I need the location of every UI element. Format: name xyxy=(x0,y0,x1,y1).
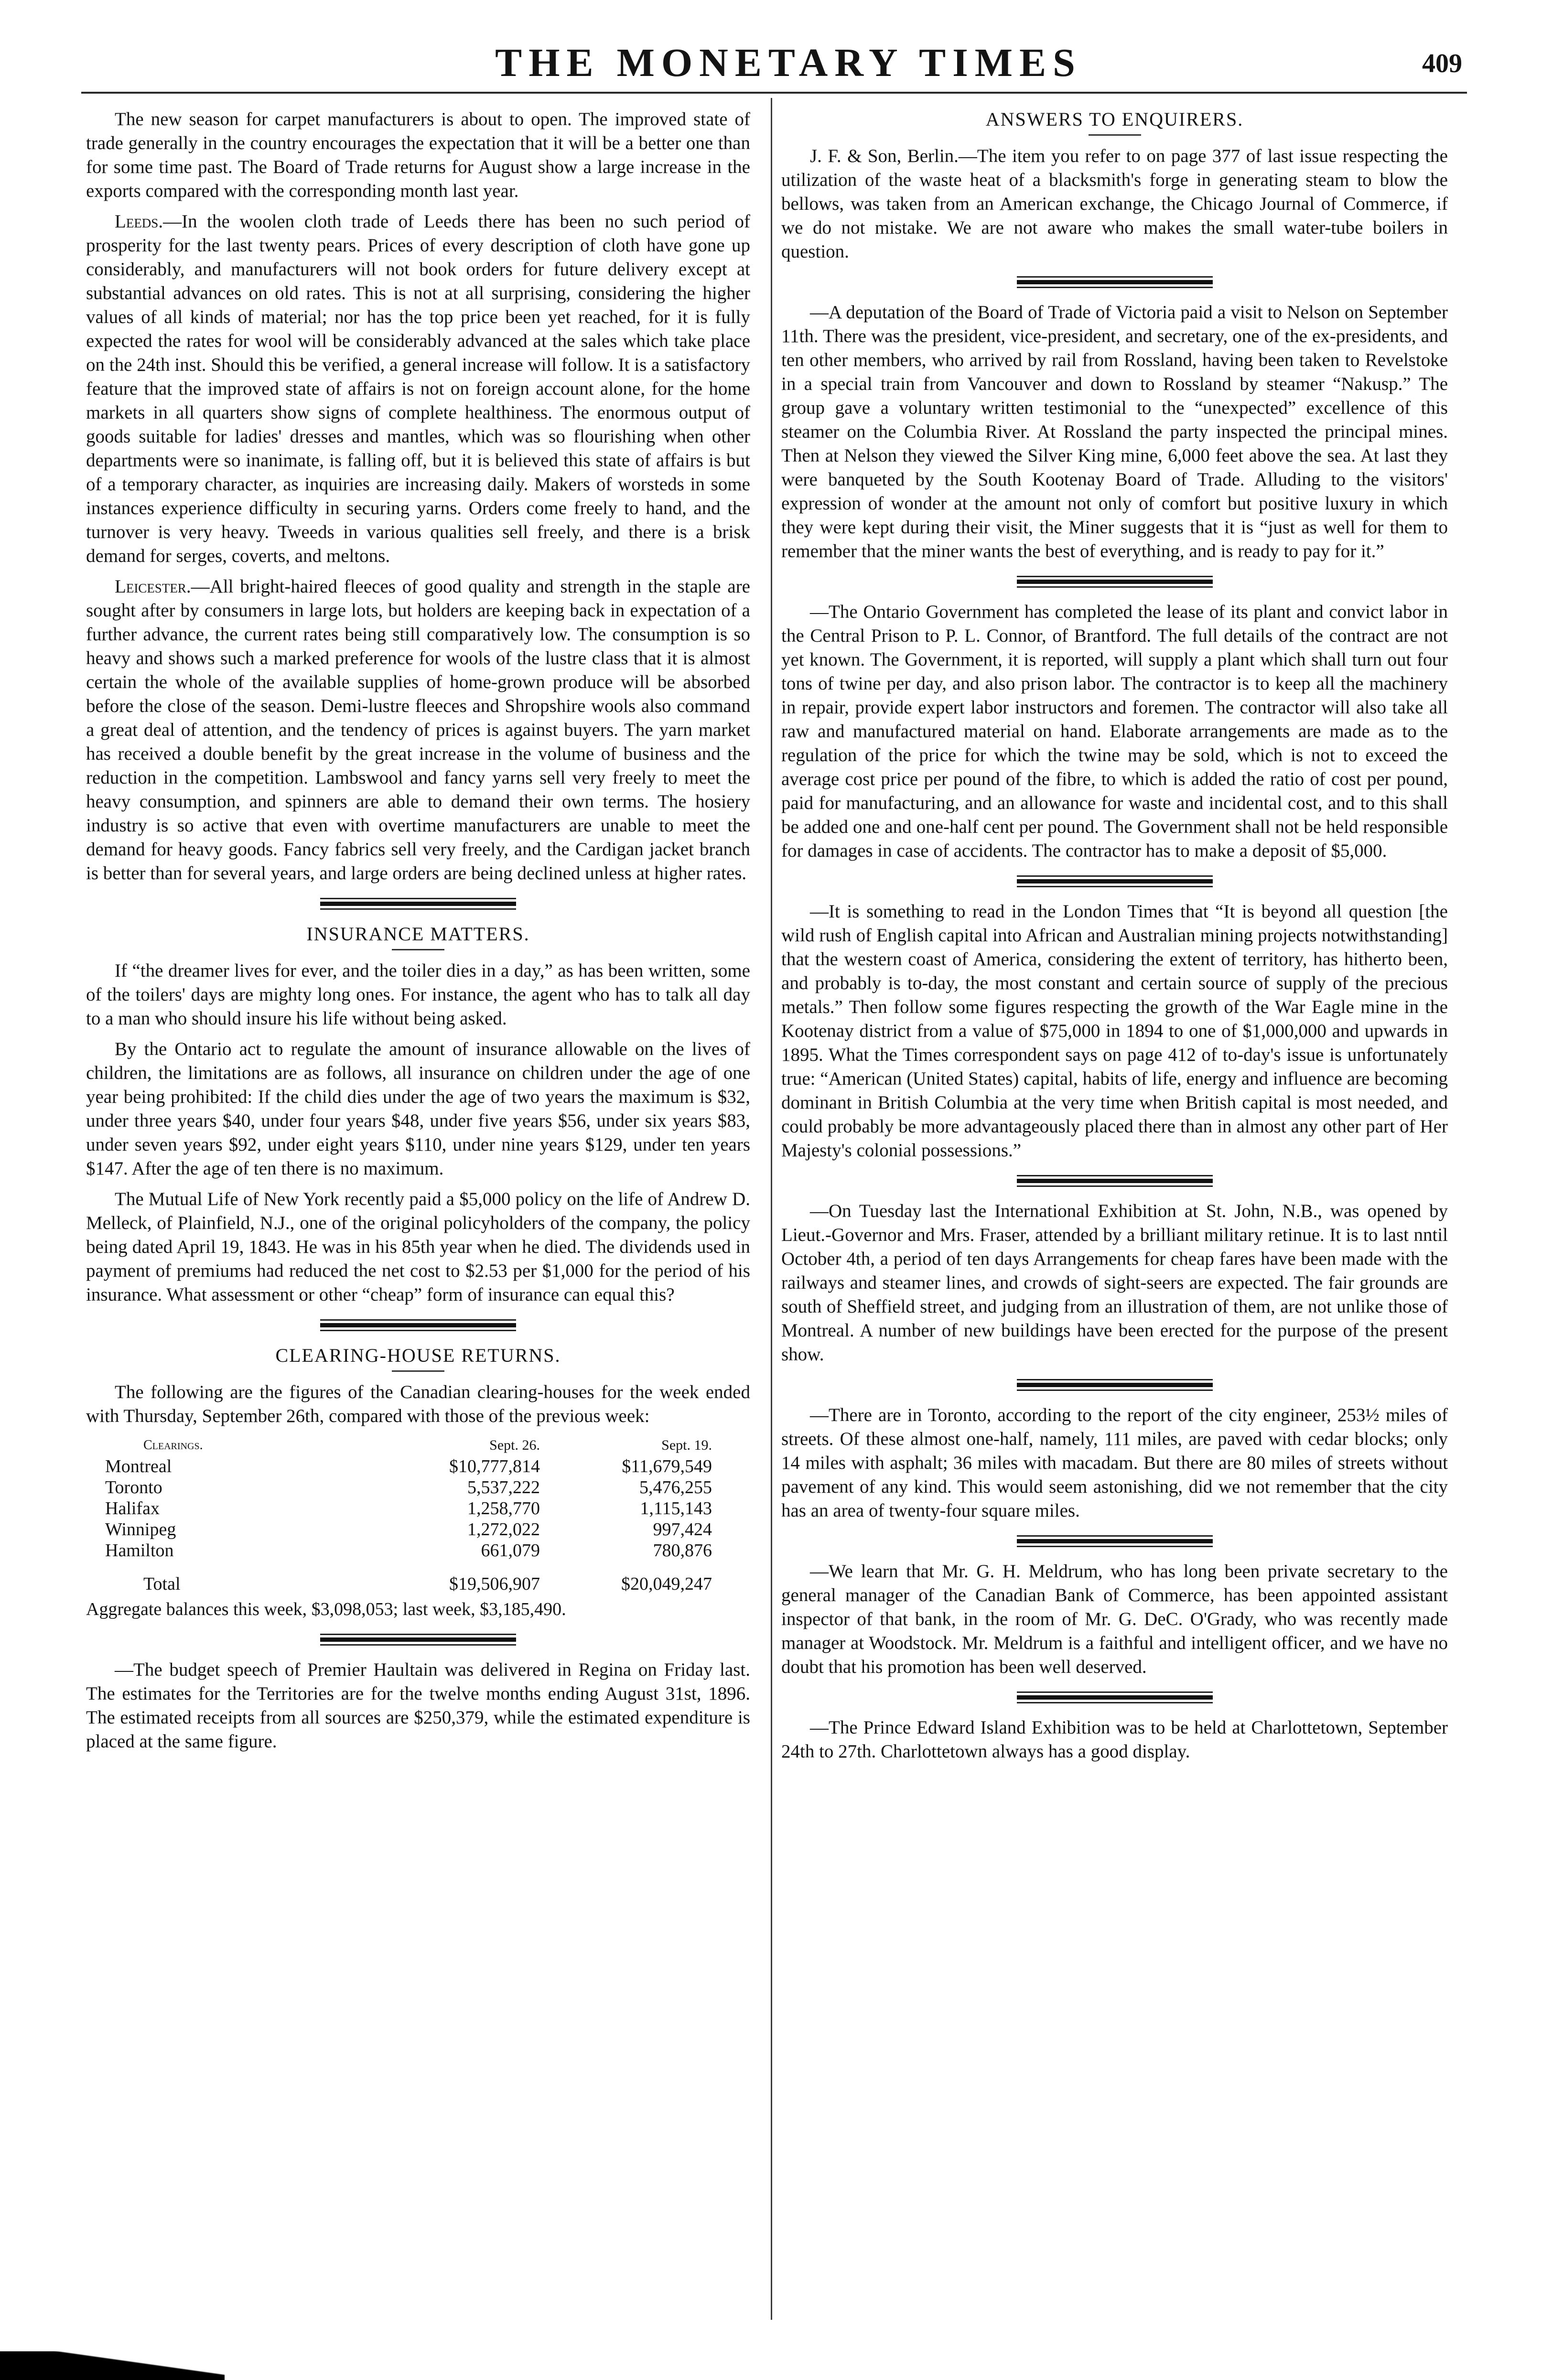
pei-paragraph: —The Prince Edward Island Exhibition was to be held at Charlottetown, September 24th to 27th. Charlottetown always has a good display. xyxy=(781,1717,1448,1762)
section-rule xyxy=(1017,576,1213,588)
leicester-text: —All bright-haired fleeces of good quality and strength in the staple are sought after by consumers in large lots, but holders are keeping back in expectation of a further advance, the current rates being still comparatively low. The consumption is so heavy and shows such a marked preference for wools of the lustre class that it is almost certain the whole of the available supplies of home-grown produce will be absorbed before the close of the season. Demi-lustre fleeces and Shropshire wools also command a great deal of attention, and the tendency of prices is against buyers. The yarn market has received a double benefit by the great increase in the volume of business and the reduction in the competition. Lambswool and fancy yarns sell very freely to meet the heavy consumption, and spinners are able to demand their own terms. The hosiery industry is so active that even with overtime manufacturers are unable to meet the demand for heavy goods. Fancy fabrics sell very freely, and the Cardigan jacket branch is better than for several years, and large orders are being declined unless at higher rates. xyxy=(86,576,750,883)
budget-paragraph: —The budget speech of Premier Haultain was delivered in Regina on Friday last. The estimates for the Territories are for the twelve months ending August 31st, 1896. The estimated receipts from all sources are $250,379, while the estimated expenditure is placed at the same figure. xyxy=(86,1659,750,1752)
table-row xyxy=(105,1477,736,1498)
value-cell: 780,876 xyxy=(653,1540,712,1561)
heading-rule xyxy=(1089,134,1141,136)
ontario-paragraph: —The Ontario Government has completed the lease of its plant and convict labor in the Central Prison to P. L. Connor, of Brantford. The full details of the contract are not yet known. The Government, it is reported, will supply a plant which shall turn out four tons of twine per day, and also prison labor. The contractor is to keep all the machinery in repair, provide expert labor instructors and foremen. The contractor will also take all raw and manufactured material on hand. Elaborate arrangements are made as to the regulation of the price for which the twine may be sold, which is not to exceed the average cost price per pound of the fibre, to which is added the ratio of cost per pound, paid for manufacturing, and an allowance for waste and incidental cost, and to this shall be added one and one-half cent per pound. The Government shall not be held responsible for damages in case of accidents. The contractor has to make a deposit of $5,000. xyxy=(781,602,1448,861)
city-cell: Halifax xyxy=(105,1498,160,1518)
total-label: Total xyxy=(143,1574,181,1594)
leeds-label: Leeds. xyxy=(115,211,163,232)
insurance-paragraph-2: By the Ontario act to regulate the amount of insurance allowable on the lives of children, the limitations are as follows, all insurance on children under the age of one year being prohibited: If the child dies under the age of two years the maximum is $32, under three years $40, under four years $48, under five years $56, under six years $83, under seven years $92, under eight years $110, under nine years $129, under ten years $147. After the age of ten there is no maximum. xyxy=(86,1039,750,1179)
leicester-label: Leicester. xyxy=(115,576,191,597)
total-row xyxy=(105,1573,736,1594)
value-cell: 661,079 xyxy=(481,1540,540,1561)
section-rule xyxy=(1017,1691,1213,1703)
answers-heading: ANSWERS TO ENQUIRERS. xyxy=(985,108,1244,130)
clearing-table xyxy=(105,1435,736,1594)
value-cell: $11,679,549 xyxy=(622,1456,712,1476)
leeds-text: —In the woolen cloth trade of Leeds there has been no such period of prosperity for the last twenty pears. Prices of every description of cloth have gone up considerably, and manufacturers will not book orders for future delivery except at substantial advances on old rates. This is not at all surprising, considering the higher values of all kinds of material; nor has the top price been yet reached, for it is fully expected the rates for wool will be considerably advanced at the sales which take place on the 24th inst. Should this be verified, a general increase will follow. It is a satisfactory feature that the improved state of affairs is not on foreign account alone, for the home markets in all quarters show signs of complete healthiness. The enormous output of goods suitable for ladies' dresses and mantles, which was so flourishing when other departments were so inanimate, is falling off, but it is believed this state of affairs is but of a temporary character, as inquiries are increasing daily. Makers of worsteds in some instances experience difficulty in securing yarns. Orders come freely to hand, and the turnover is very heavy. Tweeds in various qualities sell freely, and there is a brisk demand for serges, coverts, and meltons. xyxy=(86,211,750,566)
answers-paragraph: J. F. & Son, Berlin.—The item you refer to on page 377 of last issue respecting the utilization of the waste heat of a blacksmith's forge in generating steam to blow the bellows, was taken from an American exchange, the Chicago Journal of Commerce, if we do not mistake. We are not aware who makes the small water-tube boilers in question. xyxy=(781,146,1448,262)
leicester-paragraph xyxy=(86,575,750,885)
heading-rule xyxy=(392,1370,444,1372)
left-column xyxy=(86,108,750,1760)
page-header xyxy=(81,39,1467,87)
section-rule xyxy=(1017,276,1213,288)
right-column xyxy=(781,108,1448,1770)
total-value: $19,506,907 xyxy=(449,1574,540,1594)
value-cell: 1,272,022 xyxy=(467,1519,540,1540)
stjohn-paragraph: —On Tuesday last the International Exhibition at St. John, N.B., was opened by Lieut.-Governor and Mrs. Fraser, attended by a brilliant military retinue. It is to last nntil October 4th, a period of ten days Arrangements for cheap fares have been made with the railways and steamer lines, and crowds of sight-seers are expected. The fair grounds are south of Sheffield street, and judging from an illustration of them, are not unlike those of Montreal. A number of new buildings have been erected for the purpose of the present show. xyxy=(781,1201,1448,1365)
section-rule xyxy=(1017,1379,1213,1391)
meldrum-paragraph: —We learn that Mr. G. H. Meldrum, who has long been private secretary to the general manager of the Canadian Bank of Commerce, has been appointed assistant inspector of that bank, in the room of Mr. G. DeC. O'Grady, who was recently made manager at Woodstock. Mr. Meldrum is a faithful and intelligent officer, and we have no doubt that his promotion has been well deserved. xyxy=(781,1561,1448,1677)
heading-rule xyxy=(392,949,444,950)
carpet-paragraph: The new season for carpet manufacturers is about to open. The improved state of trade generally in the country encourages the expectation that it will be a better one than for some time past. The Board of Trade returns for August show a large increase in the exports compared with the corresponding month last year. xyxy=(86,109,750,201)
section-rule xyxy=(1017,1175,1213,1187)
header-rule xyxy=(81,92,1467,94)
table-row xyxy=(105,1456,736,1477)
aggregate-balances: Aggregate balances this week, $3,098,053; last week, $3,185,490. xyxy=(86,1599,566,1619)
insurance-heading: INSURANCE MATTERS. xyxy=(306,923,530,945)
toronto-paragraph: —There are in Toronto, according to the report of the city engineer, 253½ miles of streets. Of these almost one-half, namely, 111 miles, are paved with cedar blocks; only 14 miles with asphalt; 36 miles with macadam. But there are 80 miles of streets without pavement of any kind. This would seem astonishing, did we not remember that the city has an area of twenty-four square miles. xyxy=(781,1405,1448,1521)
insurance-paragraph-1: If “the dreamer lives for ever, and the toiler dies in a day,” as has been written, some of the toilers' days are mighty long ones. For instance, the agent who has to talk all day to a man who should insure his life without being asked. xyxy=(86,960,750,1029)
value-cell: $10,777,814 xyxy=(449,1456,540,1476)
section-rule xyxy=(320,1319,516,1331)
column-header-clearings: Clearings. xyxy=(143,1438,203,1453)
insurance-paragraph-3: The Mutual Life of New York recently paid a $5,000 policy on the life of Andrew D. Melleck, of Plainfield, N.J., one of the original policyholders of the company, the policy being dated April 19, 1843. He was in his 85th year when he died. The dividends used in payment of premiums had reduced the net cost to $2.53 per $1,000 for the period of his insurance. What assessment or other “cheap” form of insurance can equal this? xyxy=(86,1189,750,1305)
section-rule xyxy=(320,898,516,910)
column-header-sept-26: Sept. 26. xyxy=(489,1437,540,1453)
city-cell: Hamilton xyxy=(105,1540,174,1561)
column-divider xyxy=(771,98,772,2320)
value-cell: 1,115,143 xyxy=(640,1498,712,1518)
value-cell: 5,537,222 xyxy=(467,1477,540,1497)
table-row xyxy=(105,1540,736,1561)
value-cell: 5,476,255 xyxy=(639,1477,712,1497)
victoria-paragraph: —A deputation of the Board of Trade of Victoria paid a visit to Nelson on September 11th. There was the president, vice-president, and secretary, one of the ex-presidents, and ten other members, who arrived by rail from Rossland, having been taken to Revelstoke in a special train from Vancouver and down to Rossland by steamer “Nakusp.” The group gave a voluntary written testimonial to the “unexpected” excellence of this steamer on the Columbia River. At Rossland the party inspected the principal mines. Then at Nelson they viewed the Silver King mine, 6,000 feet above the sea. At last they were banqueted by the South Kootenay Board of Trade. Alluding to the visitors' expression of wonder at the amount not only of comfort but positive luxury in which they were kept during their visit, the Miner suggests that it is “just as well for them to remember that the miner wants the best of everything, and is ready to pay for it.” xyxy=(781,302,1448,561)
masthead-title: THE MONETARY TIMES xyxy=(495,41,1082,85)
clearing-heading: CLEARING-HOUSE RETURNS. xyxy=(275,1345,561,1366)
page-number: 409 xyxy=(1422,49,1462,78)
city-cell: Winnipeg xyxy=(105,1519,176,1540)
scan-edge-mark xyxy=(0,2351,225,2380)
total-value: $20,049,247 xyxy=(621,1574,712,1594)
value-cell: 1,258,770 xyxy=(467,1498,540,1518)
times-paragraph: —It is something to read in the London Times that “It is beyond all question [the wild rush of English capital into African and Australian mining projects notwithstanding] that the western coast of America, considering the extent of territory, has hitherto been, and probably is to-day, the most constant and certain source of supply of the precious metals.” Then follow some figures respecting the growth of the War Eagle mine in the Kootenay district from a value of $75,000 in 1894 to one of $1,000,000 and upwards in 1895. What the Times correspondent says on page 412 of to-day's issue is unfortunately true: “American (United States) capital, habits of life, energy and influence are becoming dominant in British Columbia at the very time when British capital is most needed, and could probably be more advantageously placed there than in almost any other part of Her Majesty's colonial possessions.” xyxy=(781,901,1448,1161)
clearing-intro: The following are the figures of the Canadian clearing-houses for the week ended with Thursday, September 26th, compared with those of the previous week: xyxy=(86,1382,750,1426)
city-cell: Toronto xyxy=(105,1477,162,1497)
column-header-sept-19: Sept. 19. xyxy=(661,1437,712,1453)
table-row xyxy=(105,1519,736,1540)
table-row xyxy=(105,1498,736,1519)
section-rule xyxy=(320,1634,516,1646)
city-cell: Montreal xyxy=(105,1456,172,1476)
leeds-paragraph xyxy=(86,210,750,568)
value-cell: 997,424 xyxy=(653,1519,712,1540)
section-rule xyxy=(1017,1535,1213,1547)
section-rule xyxy=(1017,875,1213,887)
table-header-row xyxy=(105,1435,736,1456)
